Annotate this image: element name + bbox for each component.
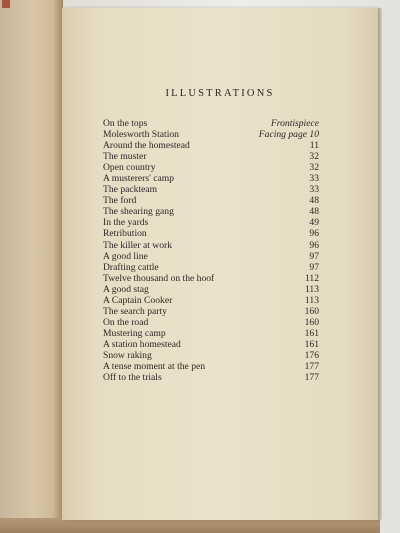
cover-red-edge [2,0,10,8]
list-item [103,284,319,295]
list-item [103,361,319,372]
item-page: 160 [304,316,319,328]
item-page: 112 [304,272,319,284]
item-title: The ford [103,195,137,207]
list-item [103,240,319,251]
list-item [103,151,319,162]
item-page: 33 [309,184,319,196]
list-item [103,317,319,328]
item-title: On the road [103,316,149,328]
item-page: 113 [304,294,319,306]
item-title: On the tops [103,118,148,129]
item-title: The killer at work [103,239,172,251]
list-item [103,129,319,140]
item-page: 113 [304,283,319,295]
item-title: The search party [103,305,167,317]
item-title: The muster [103,151,147,163]
item-title: Retribution [103,228,147,240]
item-page: 48 [309,195,319,207]
list-item [103,372,319,383]
item-page: 97 [309,250,319,262]
item-title: Off to the trials [103,372,162,384]
item-title: Mustering camp [103,327,166,339]
list-item [103,140,319,151]
item-page: 96 [309,239,319,251]
list-item [103,295,319,306]
list-item [103,162,319,173]
item-page: 49 [309,217,319,229]
illustrations-list [103,118,319,383]
item-title: Twelve thousand on the hoof [103,272,215,284]
item-title: A tense moment at the pen [103,361,206,373]
item-page: 97 [309,261,319,273]
item-page: 177 [304,372,319,384]
item-page: 11 [309,140,319,152]
list-item [103,206,319,217]
item-title: Open country [103,162,156,174]
item-page: 177 [304,361,319,373]
list-item [103,350,319,361]
book-cover-bottom [0,518,380,533]
item-title: The shearing gang [103,206,174,218]
item-page: 160 [304,305,319,317]
page-heading: ILLUSTRATIONS [165,88,275,99]
item-page: 161 [304,338,319,350]
item-page: Frontispiece [270,118,319,129]
list-item [103,339,319,350]
item-title: A station homestead [103,338,181,350]
list-item [103,217,319,228]
book-cover-left [0,0,63,533]
item-title: Snow raking [103,349,152,361]
item-page: 176 [304,349,319,361]
item-title: The packteam [103,184,158,196]
item-title: A musterers' camp [103,173,174,185]
list-item [103,173,319,184]
item-title: Drafting cattle [103,261,159,273]
list-item [103,184,319,195]
item-title: A good stag [103,283,149,295]
list-item [103,306,319,317]
item-page: 33 [309,173,319,185]
item-page: 48 [309,206,319,218]
item-title: A Captain Cooker [103,294,173,306]
list-item [103,273,319,284]
item-page: 32 [309,162,319,174]
list-item [103,328,319,339]
list-item [103,262,319,273]
list-item [103,251,319,262]
item-title: Around the homestead [103,140,190,152]
item-page: Facing page 10 [258,129,319,141]
list-item [103,195,319,206]
item-page: 32 [309,151,319,163]
list-item [103,228,319,239]
item-title: In the yards [103,217,149,229]
item-title: A good line [103,250,148,262]
item-page: 96 [309,228,319,240]
item-page: 161 [304,327,319,339]
item-title: Molesworth Station [103,129,179,141]
list-item [103,118,319,129]
